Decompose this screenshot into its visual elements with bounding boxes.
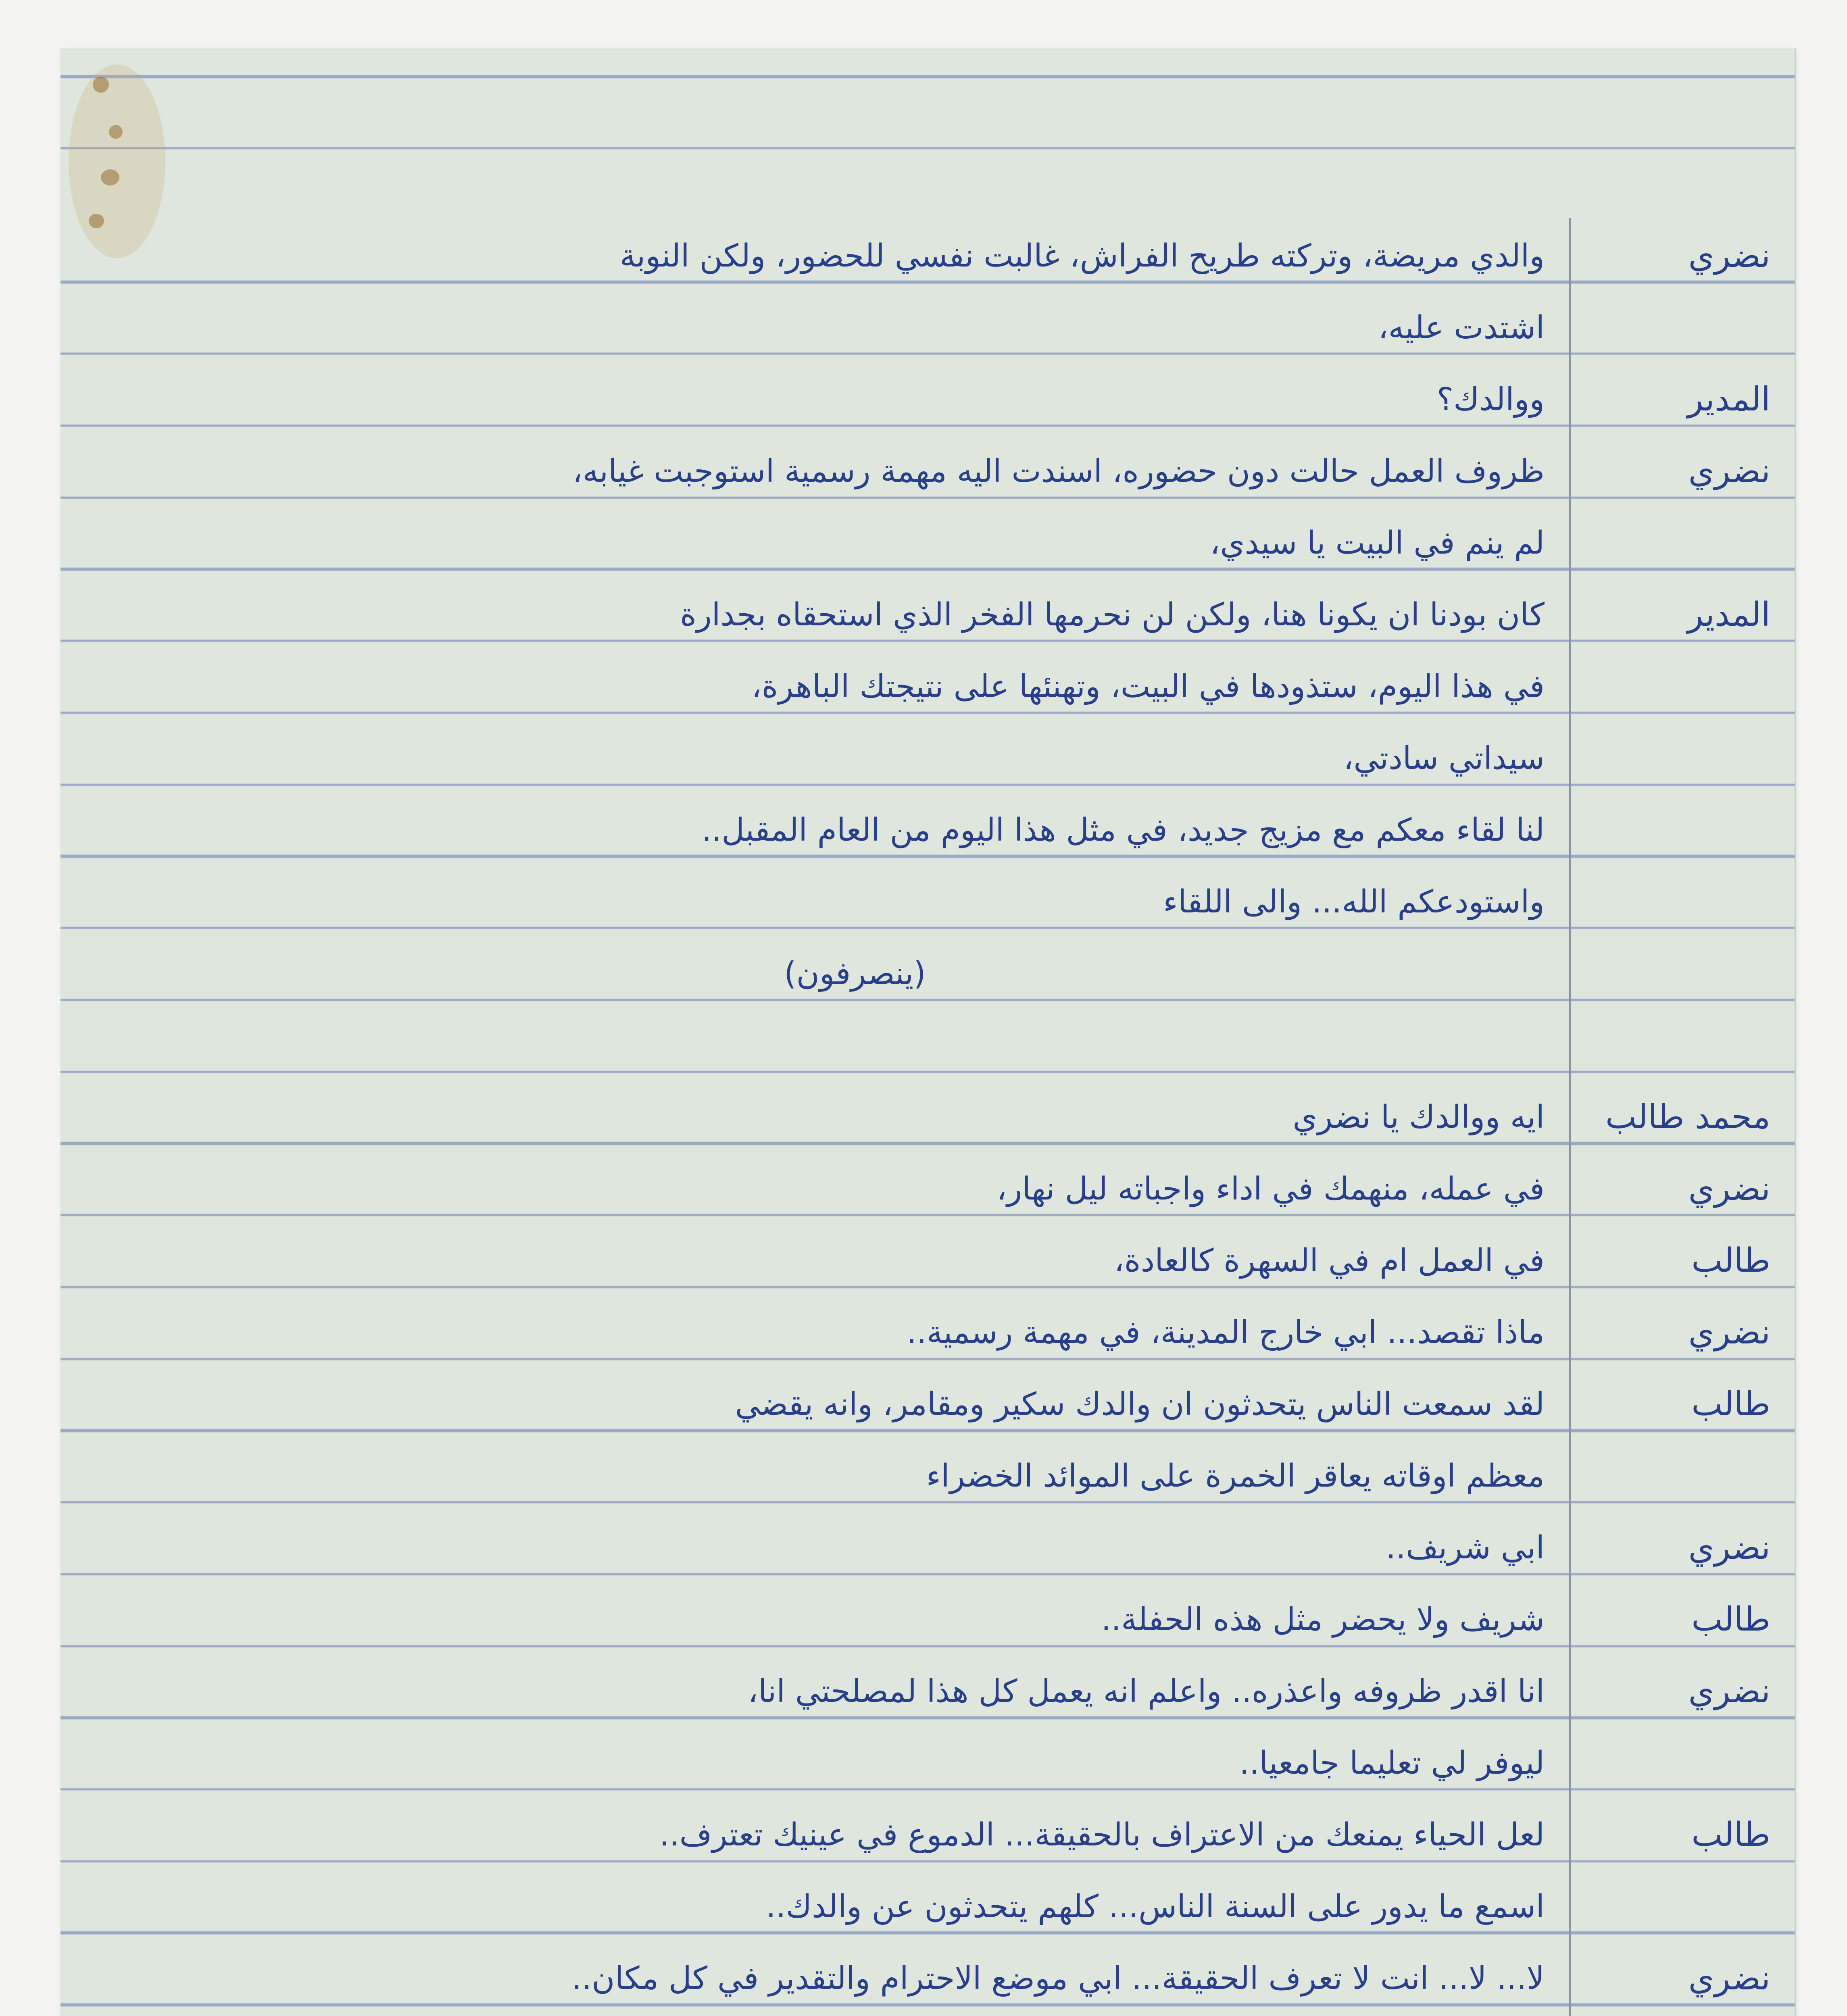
dialogue-line: كان بودنا ان يكونا هنا، ولكن لن نحرمها الفخر الذي استحقاه بجدارة — [680, 597, 1545, 633]
speaker-label — [1581, 294, 1770, 362]
rust-spot — [89, 214, 104, 228]
speaker-label: نضري — [1688, 1170, 1770, 1208]
dialogue-line: ظروف العمل حالت دون حضوره، اسندت اليه مهمة رسمية استوجبت غيابه، — [572, 453, 1545, 489]
dialogue-line: في عمله، منهمك في اداء واجباته ليل نهار، — [996, 1171, 1545, 1207]
dialogue-line: سيداتي سادتي، — [1343, 740, 1545, 777]
speaker-label — [1581, 724, 1770, 793]
dialogue-line: لقد سمعت الناس يتحدثون ان والدك سكير ومقامر، وانه يقضي — [735, 1386, 1545, 1422]
dialogue-line — [165, 1011, 1545, 1080]
dialogue-line: ماذا تقصد... ابي خارج المدينة، في مهمة رسمية.. — [907, 1314, 1545, 1351]
speaker-label: محمد طالب — [1605, 1098, 1770, 1136]
speaker-label: المدير — [1687, 596, 1770, 634]
speaker-label — [1581, 868, 1770, 936]
dialogue-line: والدي مريضة، وتركته طريح الفراش، غالبت نفسي للحضور، ولكن النوبة — [619, 238, 1545, 274]
speaker-label: المدير — [1687, 380, 1770, 419]
rust-stain — [69, 65, 165, 258]
dialogue-line: ايه ووالدك يا نضري — [1292, 1099, 1545, 1135]
speaker-label — [1581, 796, 1770, 864]
dialogue-line: في العمل ام في السهرة كالعادة، — [1114, 1243, 1545, 1279]
speaker-label — [1581, 1442, 1770, 1510]
dialogue-line: واستودعكم الله... والى اللقاء — [1163, 884, 1545, 920]
dialogue-line: اسمع ما يدور على السنة الناس... كلهم يتحدثون عن والدك.. — [766, 1889, 1545, 1925]
speaker-label: نضري — [1688, 1313, 1770, 1352]
speaker-label: طالب — [1691, 1816, 1770, 1854]
speaker-label — [1581, 1729, 1770, 1797]
dialogue-line: اشتدت عليه، — [1378, 310, 1545, 346]
dialogue-line: لعل الحياء يمنعك من الاعتراف بالحقيقة... الدموع في عينيك تعترف.. — [659, 1817, 1545, 1853]
rust-spot — [109, 125, 123, 139]
dialogue-line: ووالدك؟ — [1436, 381, 1545, 418]
speaker-label: نضري — [1688, 1672, 1770, 1710]
dialogue-line: ليوفر لي تعليما جامعيا.. — [1239, 1745, 1545, 1781]
dialogue-line: ابي شريف.. — [1386, 1530, 1545, 1566]
speaker-label: نضري — [1688, 237, 1770, 275]
speaker-label: نضري — [1688, 1959, 1770, 1997]
speaker-label: طالب — [1691, 1241, 1770, 1280]
notebook-page — [60, 48, 1796, 2016]
speaker-label: طالب — [1691, 1600, 1770, 1639]
speaker-label — [1581, 652, 1770, 721]
rust-spot — [101, 169, 119, 185]
dialogue-line: (ينصرفون) — [784, 956, 926, 992]
speaker-label: نضري — [1688, 1529, 1770, 1567]
dialogue-line: شريف ولا يحضر مثل هذه الحفلة.. — [1101, 1602, 1545, 1638]
speaker-label — [1581, 939, 1770, 1008]
speaker-label — [1581, 1872, 1770, 1941]
dialogue-line: في هذا اليوم، ستذودها في البيت، وتهنئها على نتيجتك الباهرة، — [751, 669, 1545, 705]
dialogue-line: معظم اوقاته يعاقر الخمرة على الموائد الخضراء — [926, 1458, 1545, 1494]
dialogue-line: لم ينم في البيت يا سيدي، — [1210, 525, 1545, 561]
rust-spot — [93, 77, 109, 93]
speaker-label — [1581, 1011, 1770, 1080]
speaker-label — [1581, 509, 1770, 577]
dialogue-line: انا اقدر ظروفه واعذره.. واعلم انه يعمل كل هذا لمصلحتي انا، — [748, 1673, 1545, 1710]
dialogue-line: لنا لقاء معكم مع مزيج جديد، في مثل هذا اليوم من العام المقبل.. — [701, 812, 1545, 848]
dialogue-line: لا... لا... انت لا تعرف الحقيقة... ابي موضع الاحترام والتقدير في كل مكان.. — [571, 1960, 1545, 1997]
speaker-label: طالب — [1691, 1385, 1770, 1423]
speaker-margin-line — [1569, 218, 1571, 2016]
speaker-label: نضري — [1688, 452, 1770, 490]
